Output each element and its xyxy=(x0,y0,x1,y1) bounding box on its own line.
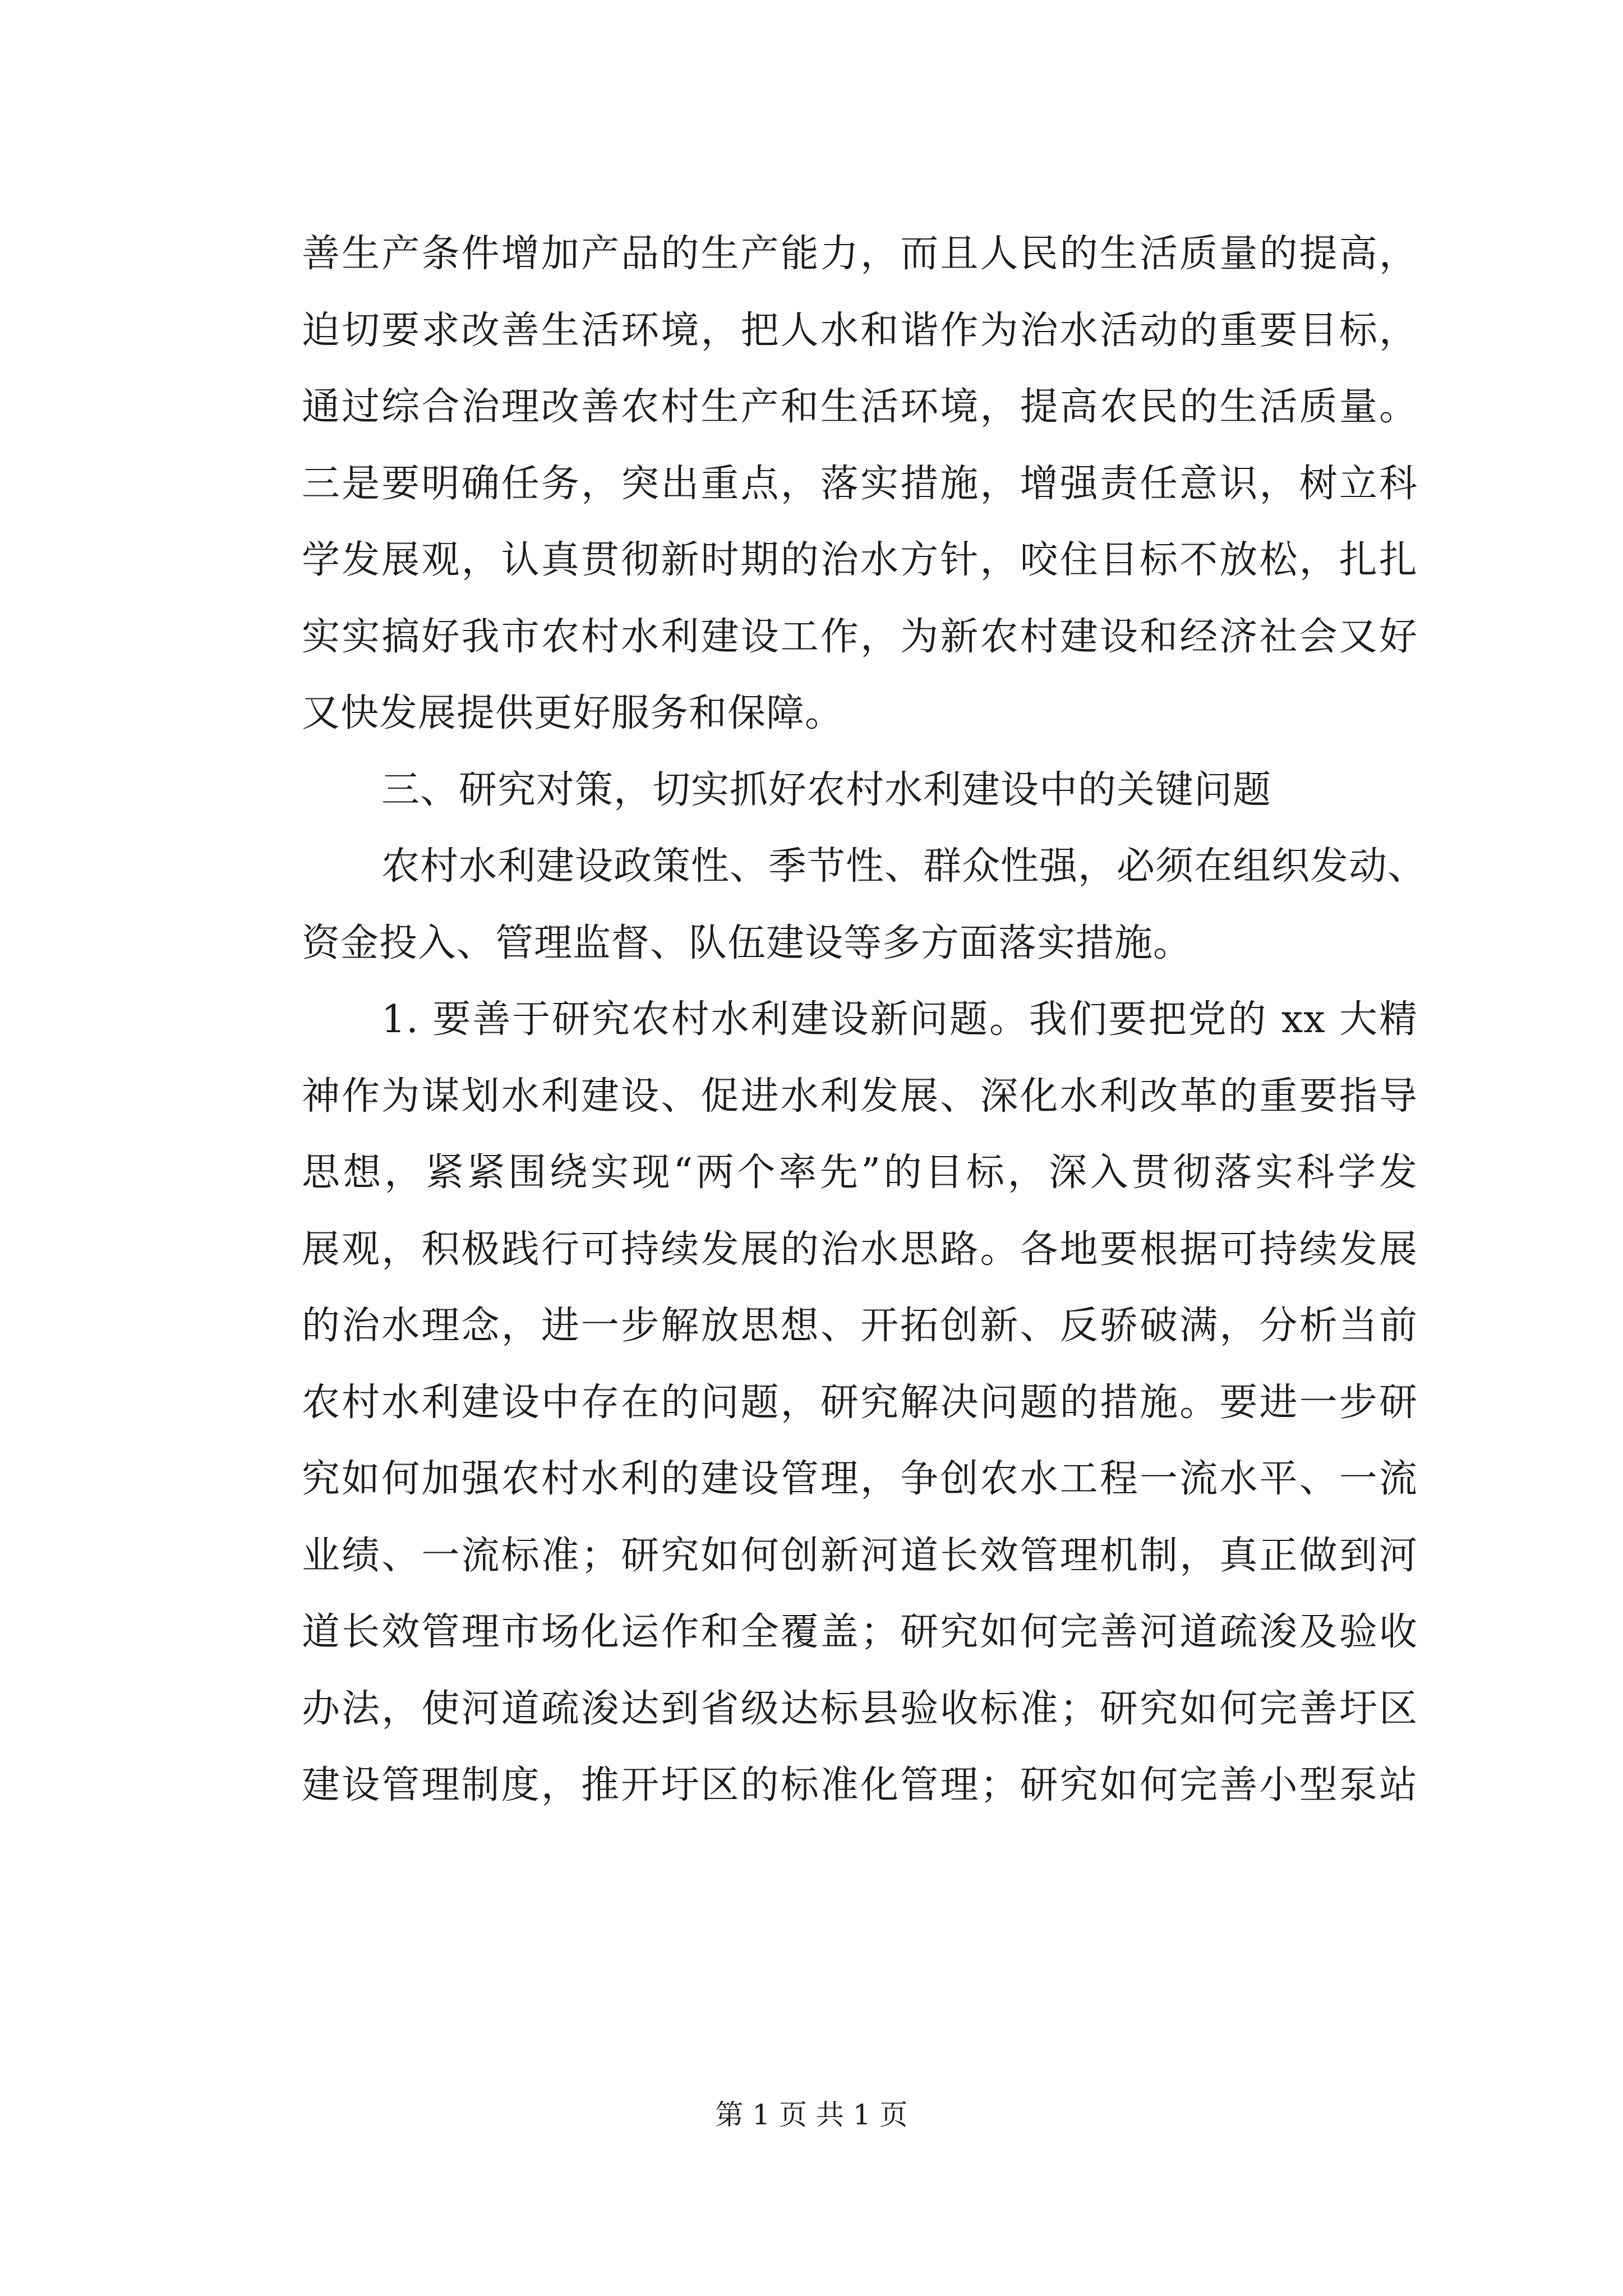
text-line: 道长效管理市场化运作和全覆盖；研究如何完善河道疏浚及验收 xyxy=(302,1610,1418,1654)
body-text xyxy=(302,216,1427,1824)
text-line: 三是要明确任务，突出重点，落实措施，增强责任意识，树立科 xyxy=(302,461,1418,506)
text-line: 的治水理念，进一步解放思想、开拓创新、反骄破满，分析当前 xyxy=(302,1304,1418,1348)
text-line: 思想，紧紧围绕实现“两个率先”的目标，深入贯彻落实科学发 xyxy=(302,1151,1418,1195)
text-line: 通过综合治理改善农村生产和生活环境，提高农民的生活质量。 xyxy=(302,385,1418,429)
section-heading: 三、研究对策，切实抓好农村水利建设中的关键问题 xyxy=(381,767,1272,812)
text-line: 又快发展提供更好服务和保障。 xyxy=(302,691,844,735)
text-line: 善生产条件增加产品的生产能力，而且人民的生活质量的提高， xyxy=(302,232,1418,276)
page-footer xyxy=(0,2098,1623,2132)
text-line: 农村水利建设中存在的问题，研究解决问题的措施。要进一步研 xyxy=(302,1380,1418,1425)
text-line: 建设管理制度，推开圩区的标准化管理；研究如何完善小型泵站 xyxy=(302,1763,1418,1807)
page-number-label: 第 1 页 共 1 页 xyxy=(715,2099,908,2131)
text-line: 神作为谋划水利建设、促进水利发展、深化水利改革的重要指导 xyxy=(302,1074,1418,1119)
text-line: 业绩、一流标准；研究如何创新河道长效管理机制，真正做到河 xyxy=(302,1533,1418,1578)
text-line: 实实搞好我市农村水利建设工作，为新农村建设和经济社会又好 xyxy=(302,614,1418,659)
text-line: 办法，使河道疏浚达到省级达标县验收标准；研究如何完善圩区 xyxy=(302,1686,1418,1731)
text-line: 农村水利建设政策性、季节性、群众性强，必须在组织发动、 xyxy=(381,844,1427,889)
text-line: 究如何加强农村水利的建设管理，争创农水工程一流水平、一流 xyxy=(302,1457,1418,1501)
text-line: 资金投入、管理监督、队伍建设等多方面落实措施。 xyxy=(302,921,1192,965)
text-line: 学发展观，认真贯彻新时期的治水方针，咬住目标不放松，扎扎 xyxy=(302,538,1418,582)
text-line: 1. 要善于研究农村水利建设新问题。我们要把党的 xx 大精 xyxy=(381,997,1418,1042)
text-line: 迫切要求改善生活环境，把人水和谐作为治水活动的重要目标， xyxy=(302,308,1418,353)
text-line: 展观，积极践行可持续发展的治水思路。各地要根据可持续发展 xyxy=(302,1227,1418,1272)
